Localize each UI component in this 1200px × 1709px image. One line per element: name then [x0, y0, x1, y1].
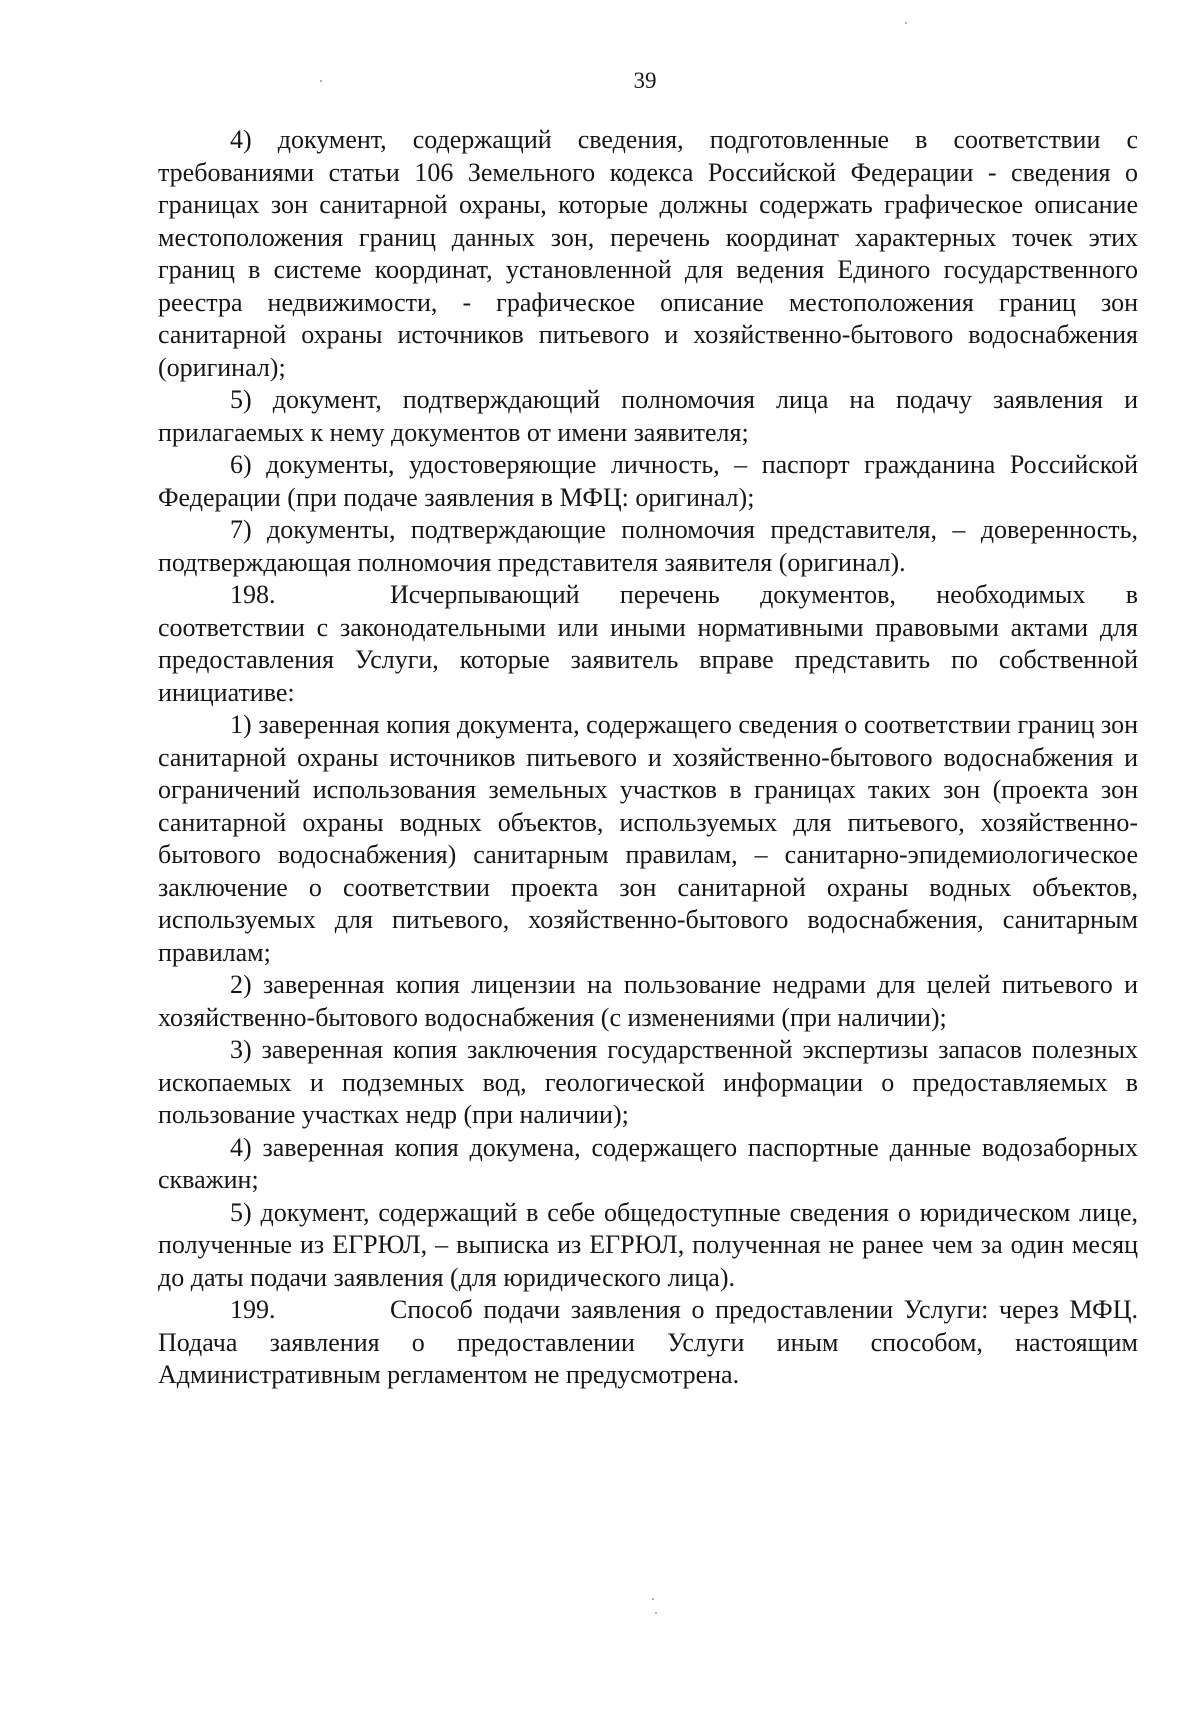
- page-number: 39: [633, 68, 657, 93]
- scan-speck: [652, 1598, 654, 1600]
- scan-speck: [905, 22, 907, 24]
- list-item: 1) заверенная копия документа, содержащего сведения о соответствии границ зон санитарной охраны источников питьевого и хозяйственно-бытового водоснабжения и ограничений использования земельных участков в границах таких зон (проекта зон санитарной охраны водных объектов, используемых для питьевого, хозяйственно-бытового водоснабжения) санитарным правилам, – санитарно-эпидемиологическое заключение о соответствии проекта зон санитарной охраны водных объектов, используемых для питьевого, хозяйственно-бытового водоснабжения, санитарным правилам;: [158, 710, 1138, 967]
- list-item: 4) заверенная копия докумена, содержащего паспортные данные водозаборных скважин;: [158, 1132, 1138, 1194]
- document-body: [158, 124, 1138, 1392]
- scan-speck: [655, 1612, 657, 1614]
- list-item: 2) заверенная копия лицензии на пользование недрами для целей питьевого и хозяйственно-бытового водоснабжения (с изменениями (при наличии);: [158, 970, 1138, 1032]
- section-number: 198.: [230, 580, 276, 609]
- list-item: 6) документы, удостоверяющие личность, – паспорт гражданина Российской Федерации (при подаче заявления в МФЦ: оригинал);: [158, 450, 1138, 512]
- list-item: 4) документ, содержащий сведения, подготовленные в соответствии с требованиями статьи 106 Земельного кодекса Российской Федерации - сведения о границах зон санитарной охраны, которые должны содержать графическое описание местоположения границ данных зон, перечень координат характерных точек этих границ в системе координат, установленной для ведения Единого государственного реестра недвижимости, - графическое описание местоположения границ зон санитарной охраны источников питьевого и хозяйственно-бытового водоснабжения (оригинал);: [158, 125, 1138, 382]
- section-number: 199.: [230, 1295, 276, 1324]
- section-198-paragraph: [158, 579, 1138, 709]
- section-text: Исчерпывающий перечень документов, необходимых в соответствии с законодательными или иными нормативными правовыми актами для предоставления Услуги, которые заявитель вправе представить по собственной инициативе:: [158, 580, 1138, 707]
- scan-speck: [320, 80, 322, 82]
- section-199-paragraph: [158, 1294, 1138, 1392]
- list-item: 5) документ, подтверждающий полномочия лица на подачу заявления и прилагаемых к нему документов от имени заявителя;: [158, 385, 1138, 447]
- list-item: 7) документы, подтверждающие полномочия представителя, – доверенность, подтверждающая полномочия представителя заявителя (оригинал).: [158, 515, 1138, 577]
- list-item: 3) заверенная копия заключения государственной экспертизы запасов полезных ископаемых и подземных вод, геологической информации о предоставляемых в пользование участках недр (при наличии);: [158, 1035, 1138, 1129]
- section-text: Способ подачи заявления о предоставлении Услуги: через МФЦ. Подача заявления о предоставлении Услуги иным способом, настоящим Административным регламентом не предусмотрена.: [158, 1295, 1138, 1389]
- list-item: 5) документ, содержащий в себе общедоступные сведения о юридическом лице, полученные из ЕГРЮЛ, – выписка из ЕГРЮЛ, полученная не ранее чем за один месяц до даты подачи заявления (для юридического лица).: [158, 1197, 1138, 1292]
